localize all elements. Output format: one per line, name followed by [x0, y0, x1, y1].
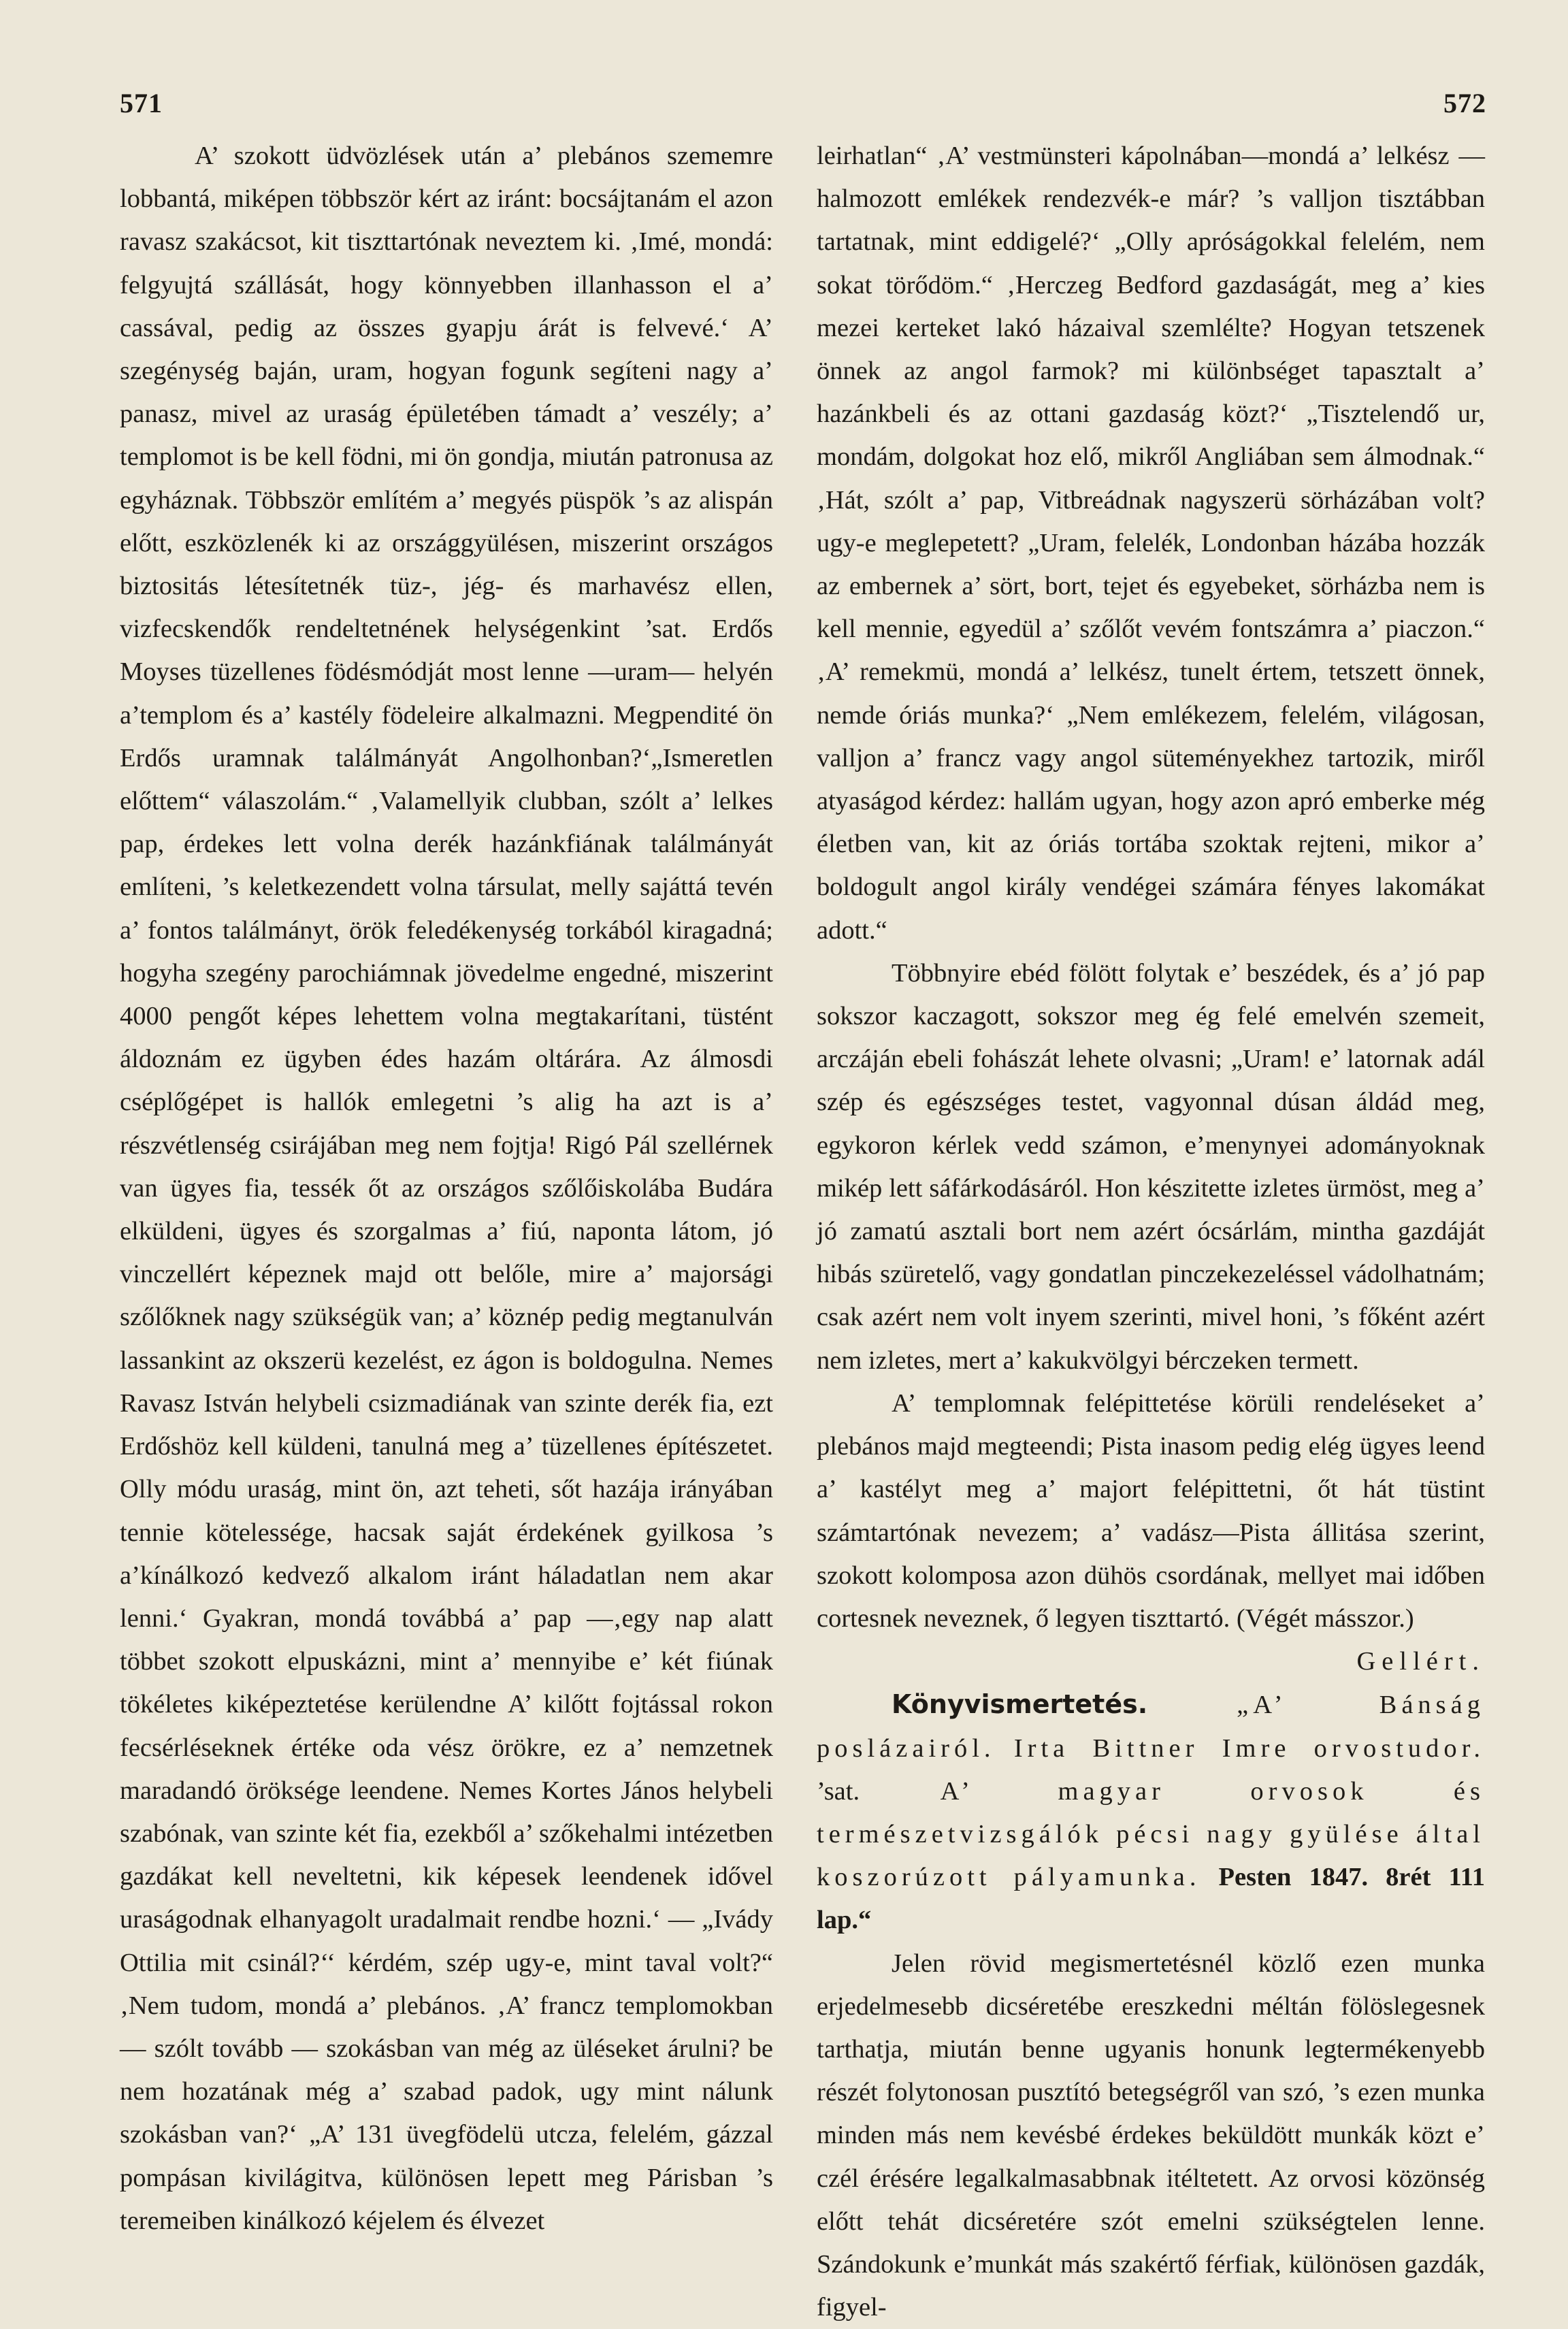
page-number-right: 572: [1443, 88, 1486, 118]
right-column: [817, 135, 1485, 2329]
review-title-part-2: Irta Bittner Imre orvostudor.: [1013, 1733, 1486, 1763]
right-paragraph-3: [817, 1382, 1485, 1676]
left-column: [120, 135, 773, 2243]
review-title-part-5: Pesten 1847. 8rét 111 lap.“: [817, 1863, 1485, 1935]
left-column-text: A’ szokott üdvözlések után a’ plebános szememre lobbantá, miképen többször kért az iránt: bocsájtanám el azon ravasz szakácsot, kit tiszttartónak neveztem ki. ‚Imé, mondá: felgyujtá szállását, hogy könnyebben illanhasson el a’ cassával, pedig az összes gyapju árát is felvevé.‘ A’ szegénység baján, uram, hogyan fogunk segíteni nagy a’ panasz, mivel az uraság épületében támadt a’ veszély; a’ templomot is be kell födni, mi ön gondja, miután patronusa az egyháznak. Többször említém a’ megyés püspök ’s az alispán előtt, eszközlenék ki az országgyülésen, miszerint országos biztositás létesítetnék tüz-, jég- és marhavész ellen, vizfecskendők rendeltetnének helységenkint ’sat. Erdős Moyses tüzellenes födésmódját most lenne —uram— helyén a’templom és a’ kastély födeleire alkalmazni. Megpendité ön Erdős uramnak találmányát Angolhonban?‘„Ismeretlen előttem“ válaszolám.“ ‚Valamellyik clubban, szólt a’ lelkes pap, érdekes lett volna derék hazánkfiának találmányát említeni, ’s keletkezendett volna társulat, melly sajáttá tevén a’ fontos találmányt, örök feledékenység torkából kiragadná; hogyha szegény parochiámnak jövedelme engedné, miszerint 4000 pengőt képes lehettem volna megtakarítani, tüstént áldoznám ez ügyben édes hazám oltárára. Az álmosdi cséplőgépet is hallók emlegetni ’s alig ha azt is a’ részvétlenség csirájában meg nem fojtja! Rigó Pál szellérnek van ügyes fia, tessék őt az országos szőlőiskolába Budára elküldeni, ügyes és szorgalmas a’ fiú, naponta látom, jó vinczellért képeznek majd ott belőle, mire a’ majorsági szőlőknek nagy szükségük van; a’ köznép pedig megtanulván lassankint az okszerü kezelést, ez ágon is boldogulna. Nemes Ravasz István helybeli csizmadiának van szinte derék fia, ezt Erdőshöz kell küldeni, tanulná meg a’ tüzellenes építészetet. Olly módu uraság, mint ön, azt teheti, sőt hazája irányában tennie kötelessége, hacsak saját érdekének gyilkosa ’s a’kínálkozó kedvező alkalom iránt háladatlan nem akar lenni.‘ Gyakran, mondá továbbá a’ pap —‚egy nap alatt többet szokott elpuskázni, mint a’ mennyibe e’ két fiúnak tökéletes kiképeztetése kerülendne A’ kilőtt fojtással rokon fecsérléseknek értéke oda vész örökre, ez a’ nemzetnek maradandó öröksége leendene. Nemes Kortes János helybeli szabónak, van szinte két fia, ezekből a’ szőkehalmi intézetben gazdákat kell neveltetni, kik képesek leendenek idővel uraságodnak elhanyagolt uradalmait rendbe hozni.‘ — „Ivády Ottilia mit csinál?‘‘ kérdém, szép ugy-e, mint taval volt?“ ‚Nem tudom, mondá a’ plebános. ‚A’ francz templomokban — szólt tovább — szokásban van még az üléseket árulni? be nem hozatának még a’ szabad padok, ugy mint nálunk szokásban van?‘ „A’ 131 üvegfödelü utcza, felelém, gázzal pompásan kivilágitva, különösen lepett meg Párisban ’s teremeiben kinálkozó kéjelem és élvezet: [120, 142, 773, 2235]
right-paragraph-2: Többnyire ebéd fölött folytak e’ beszédek, és a’ jó pap sokszor kaczagott, sokszor meg ég felé emelvén szemeit, arczáján ebeli fohászát lehete olvasni; „Uram! e’ latornak adál szép és egészséges testet, vagyonnal dúsan áldád meg, egykoron kérlek vedd számon, e’menynyei adományoknak mikép lett sáfárkodásáról. Hon készitette izletes ürmöst, meg a’ jó zamatú asztali bort nem azért ócsárlám, mintha gazdáját hibás szüretelő, vagy gondatlan pinczekezeléssel vádolhatnám; csak azért nem volt inyem szerinti, mivel honi, ’s főként azért nem izletes, mert a’ kakukvölgyi bérczeken termett.: [817, 958, 1485, 1375]
review-title-part-4: A’ magyar orvosok és természetvizsgálók pécsi nagy gyülése által koszorúzott pályamunka.: [817, 1776, 1486, 1892]
author-signature: Gellért.: [1356, 1647, 1485, 1676]
book-review-header: [817, 1683, 1485, 1942]
right-paragraph-1: leirhatlan“ ‚A’ vestmünsteri kápolnában—mondá a’ lelkész — halmozott emlékek rendezvék-e már? ’s valljon tisztábban tartatnak, mint eddigelé?‘ „Olly apróságokkal felelém, nem sokat törődöm.“ ‚Herczeg Bedford gazdaságát, meg a’ kies mezei kerteket lakó házaival szemlélte? Hogyan tetszenek önnek az angol farmok? mi különbséget tapasztalt a’ hazánkbeli és az ottani gazdaság közt?‘ „Tisztelendő ur, mondám, dolgokat hoz elő, mikről Angliában sem álmodnak.“ ‚Hát, szólt a’ pap, Vitbreádnak nagyszerü sörházában volt? ugy-e meglepetett? „Uram, felelék, Londonban házába hozzák az embernek a’ sört, bort, tejet és egyebeket, sörházba nem is kell mennie, egyedül a’ szőlőt vevém fontszámra a’ piaczon.“ ‚A’ remekmü, mondá a’ lelkész, tunelt értem, tetszett önnek, nemde óriás munka?‘ „Nem emlékezem, felelém, világosan, valljon a’ francz vagy angol süteményekhez tartozik, miről atyaságod kérdez: hallám ugyan, hogy azon apró emberke még életben van, kit az óriás tortába szoktak rejteni, mikor a’ boldogult angol király vendégei számára fényes lakomákat adott.“: [817, 142, 1485, 945]
right-paragraph-3-text: A’ templomnak felépittetése körüli rendeléseket a’ plebános majd megteendi; Pista inasom pedig elég ügyes leend a’ kastélyt meg a’ majort felépittetni, őt hát tüstint számtartónak nevezem; a’ vadász—Pista állitása szerint, szokott kolomposa azon dühös csordának, mellyet mai időben cortesnek neveznek, ő legyen tiszttartó. (Végét másszor.): [817, 1388, 1485, 1633]
page-number-left: 571: [120, 88, 163, 118]
review-heading: Könyvismertetés.: [892, 1689, 1148, 1720]
review-title-part-3: ’sat.: [817, 1776, 860, 1806]
right-paragraph-4: Jelen rövid megismertetésnél közlő ezen munka erjedelmesebb dicséretébe ereszkedni méltán fölöslegesnek tarthatja, miután benne ugyanis honunk legtermékenyebb részét folytonosan pusztító betegségről van szó, ’s ezen munka minden más nem kevésbé érdekes beküldött munkák közt e’ czél érésére legalkalmasabbnak itéltetett. Az orvosi közönség előtt tehát dicséretére szót emelni szükségtelen lenne. Szándokunk e’munkát más szakértő férfiak, különösen gazdák, figyel-: [817, 1949, 1485, 2322]
review-title-part-1: „A’ Bánság poslázairól.: [817, 1691, 1485, 1763]
